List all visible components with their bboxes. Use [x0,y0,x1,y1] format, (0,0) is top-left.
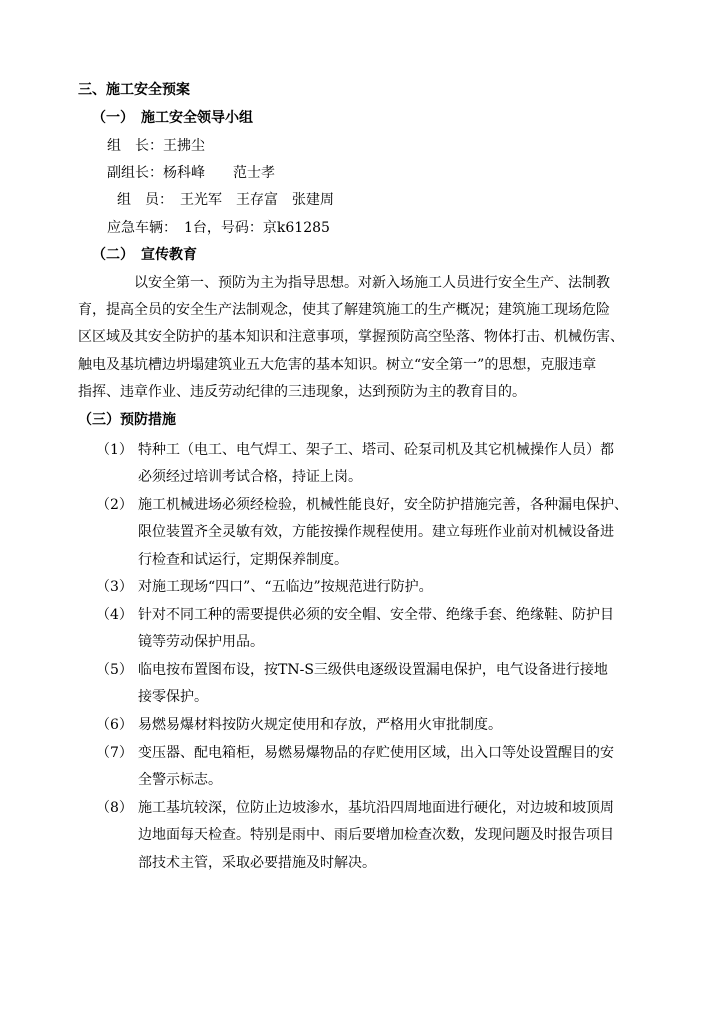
education-heading: （二） 宣传教育 [92,247,197,263]
item-number: （5） [96,662,133,678]
item-line: 限位装置齐全灵敏有效，方能按操作规程使用。建立每班作业前对机械设备进 [138,524,614,540]
item-number: （7） [96,745,133,761]
item-line: 临电按布置图布设，按TN-S三级供电逐级设置漏电保护，电气设备进行接地 [138,662,608,678]
education-line: 触电及基坑槽边坍塌建筑业五大危害的基本知识。树立“安全第一”的思想，克服违章 [78,357,597,373]
deputy-line: 副组长：杨科峰 范士孝 [107,165,275,181]
item-number: （3） [96,579,133,595]
leadership-heading: （一） 施工安全领导小组 [92,110,253,126]
item-line: 特种工（电工、电气焊工、架子工、塔司、砼泵司机及其它机械操作人员）都 [138,442,614,458]
item-line: 针对不同工种的需要提供必须的安全帽、安全带、绝缘手套、绝缘鞋、防护目 [138,607,614,623]
education-line: 以安全第一、预防为主为指导思想。对新入场施工人员进行安全生产、法制教 [134,275,610,291]
education-line: 区区域及其安全防护的基本知识和注意事项，掌握预防高空坠落、物体打击、机械伤害、 [78,329,624,345]
leader-line: 组 长：王拂尘 [107,138,205,154]
vehicle-line: 应急车辆： 1台，号码：京k61285 [107,220,330,236]
prevention-heading: （三）预防措施 [78,412,176,428]
item-number: （4） [96,607,133,623]
item-number: （6） [96,717,133,733]
item-line: 接零保护。 [138,689,208,705]
item-line: 变压器、配电箱柜，易燃易爆物品的存贮使用区域，出入口等处设置醒目的安 [138,745,614,761]
item-line: 部技术主管，采取必要措施及时解决。 [138,855,376,871]
item-line: 易燃易爆材料按防火规定使用和存放，严格用火审批制度。 [138,717,502,733]
item-number: （2） [96,497,133,513]
item-line: 对施工现场“四口”、“五临边”按规范进行防护。 [138,579,433,595]
item-line: 镜等劳动保护用品。 [138,634,264,650]
section-title: 三、施工安全预案 [78,82,190,98]
members-line: 组 员： 王光军 王存富 张建周 [117,192,334,208]
item-line: 施工基坑较深，位防止边坡渗水，基坑沿四周地面进行硬化，对边坡和坡顶周 [138,800,614,816]
item-number: （8） [96,800,133,816]
item-number: （1） [96,442,133,458]
item-line: 施工机械进场必须经检验，机械性能良好，安全防护措施完善，各种漏电保护、 [138,497,628,513]
item-line: 行检查和试运行，定期保养制度。 [138,552,348,568]
education-line: 育，提高全员的安全生产法制观念，使其了解建筑施工的生产概况；建筑施工现场危险 [78,302,610,318]
item-line: 全警示标志。 [138,772,222,788]
education-line: 指挥、违章作业、违反劳动纪律的三违现象，达到预防为主的教育目的。 [78,384,526,400]
item-line: 必须经过培训考试合格，持证上岗。 [138,469,362,485]
item-line: 边地面每天检查。特别是雨中、雨后要增加检查次数，发现问题及时报告项目 [138,827,614,843]
